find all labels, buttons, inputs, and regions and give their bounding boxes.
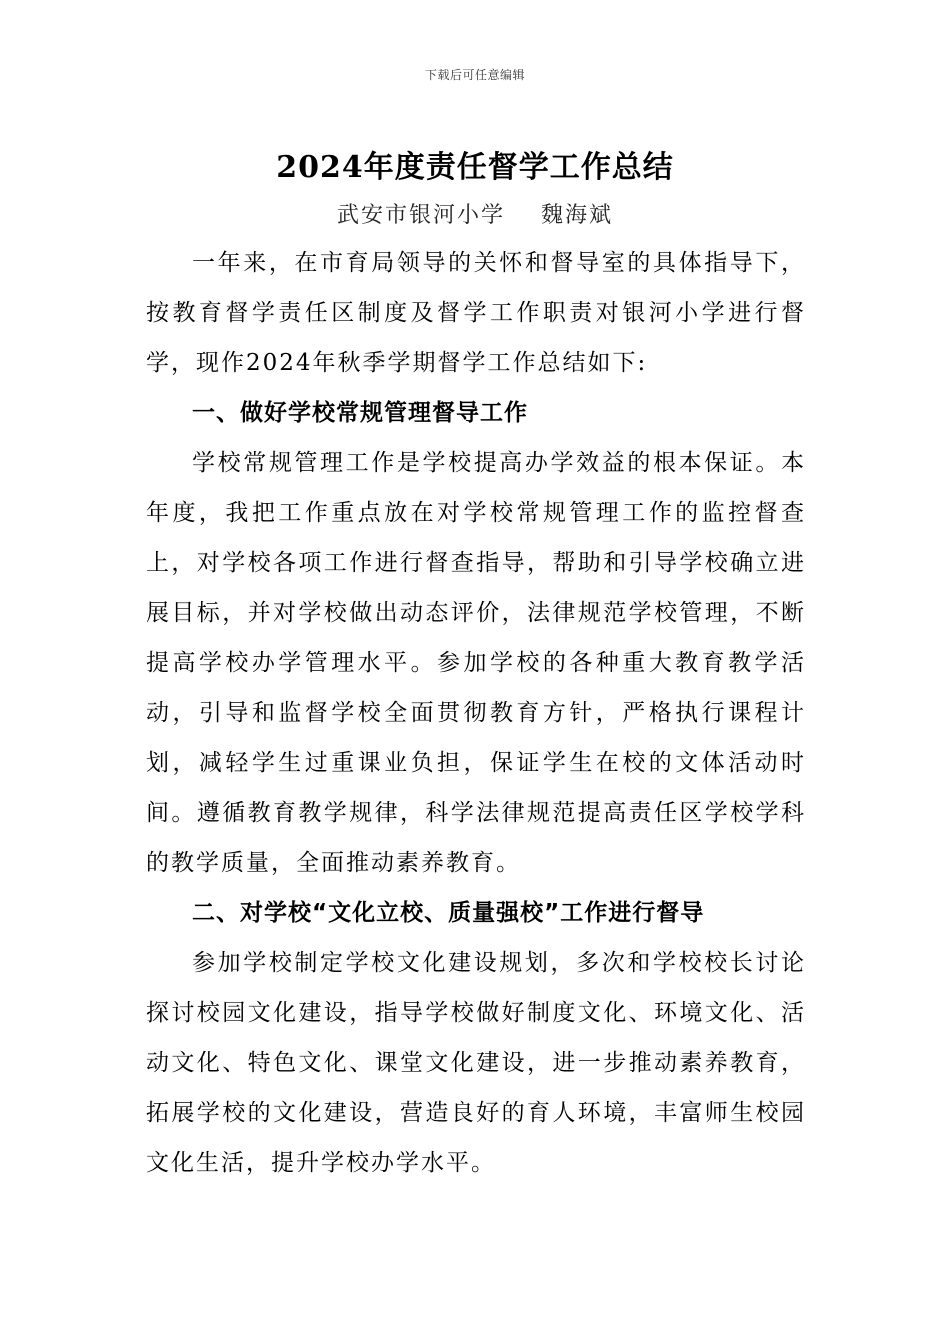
section-heading-2: 二、对学校“文化立校、质量强校”工作进行督导 xyxy=(192,900,705,926)
intro-paragraph: 一年来，在市育局领导的关怀和督导室的具体指导下，按教育督学责任区制度及督学工作职责对银河小学进行督学，现作2024年秋季学期督学工作总结如下: xyxy=(146,250,806,376)
byline-author: 魏海斌 xyxy=(541,203,614,228)
byline xyxy=(0,198,950,229)
document-body xyxy=(146,238,806,1188)
header-note: 下载后可任意编辑 xyxy=(424,68,525,82)
document-title: 2024年度责任督学工作总结 xyxy=(276,150,674,185)
byline-school: 武安市银河小学 xyxy=(336,203,505,228)
section-2-paragraph: 参加学校制定学校文化建设规划，多次和学校校长讨论探讨校园文化建设，指导学校做好制度文化、环境文化、活动文化、特色文化、课堂文化建设，进一步推动素养教育，拓展学校的文化建设，营造良好的育人环境，丰富师生校园文化生活，提升学校办学水平。 xyxy=(146,950,806,1176)
section-heading-1: 一、做好学校常规管理督导工作 xyxy=(192,400,528,426)
section-1-paragraph: 学校常规管理工作是学校提高办学效益的根本保证。本年度，我把工作重点放在对学校常规管理工作的监控督查上，对学校各项工作进行督查指导，帮助和引导学校确立进展目标，并对学校做出动态评价，法律规范学校管理，不断提高学校办学管理水平。参加学校的各种重大教育教学活动，引导和监督学校全面贯彻教育方针，严格执行课程计划，减轻学生过重课业负担，保证学生在校的文体活动时间。遵循教育教学规律，科学法律规范提高责任区学校学科的教学质量，全面推动素养教育。 xyxy=(146,450,806,876)
